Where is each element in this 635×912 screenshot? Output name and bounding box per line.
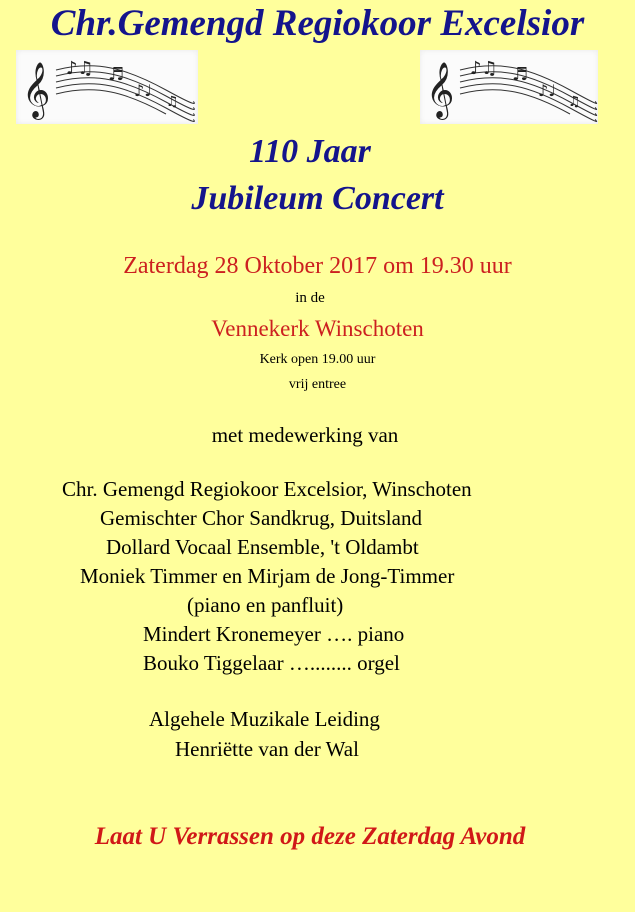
svg-text:♪♩: ♪♩ <box>134 81 152 100</box>
svg-text:♬: ♬ <box>108 64 125 85</box>
cooperation-intro: met medewerking van <box>211 423 399 447</box>
concert-date: Zaterdag 28 Oktober 2017 om 19.30 uur <box>123 253 512 279</box>
svg-text:♫: ♫ <box>568 94 581 110</box>
svg-text:♪♫: ♪♫ <box>66 58 94 79</box>
concert-title: Jubileum Concert <box>191 180 444 217</box>
svg-text:♪♫: ♪♫ <box>470 58 498 79</box>
choir-title: Chr.Gemengd Regiokoor Excelsior <box>50 3 585 44</box>
performer: Chr. Gemengd Regiokoor Excelsior, Winschoten <box>62 477 472 501</box>
director-name: Henriëtte van der Wal <box>175 737 359 761</box>
svg-text:♫: ♫ <box>166 94 179 110</box>
svg-text:♪♩: ♪♩ <box>538 81 556 100</box>
doors-open: Kerk open 19.00 uur <box>259 352 376 367</box>
performer: Moniek Timmer en Mirjam de Jong-Timmer <box>80 564 455 588</box>
performer: Bouko Tiggelaar …........ orgel <box>143 651 400 675</box>
direction-label: Algehele Muzikale Leiding <box>149 707 380 731</box>
in-de-text: in de <box>295 290 325 306</box>
anniversary-heading: 110 Jaar <box>249 133 371 170</box>
svg-text:𝄞: 𝄞 <box>22 62 51 118</box>
performer: Dollard Vocaal Ensemble, 't Oldambt <box>106 535 419 559</box>
music-notes-icon <box>420 50 598 124</box>
svg-text:♬: ♬ <box>512 64 529 85</box>
performer: Gemischter Chor Sandkrug, Duitsland <box>100 506 422 530</box>
slogan: Laat U Verrassen op deze Zaterdag Avond <box>94 823 526 850</box>
music-notes-icon <box>16 50 198 124</box>
venue: Vennekerk Winschoten <box>211 316 424 341</box>
performer: (piano en panfluit) <box>187 593 344 617</box>
svg-text:𝄞: 𝄞 <box>426 62 455 118</box>
entry-info: vrij entree <box>288 377 347 392</box>
performer: Mindert Kronemeyer …. piano <box>143 622 405 646</box>
